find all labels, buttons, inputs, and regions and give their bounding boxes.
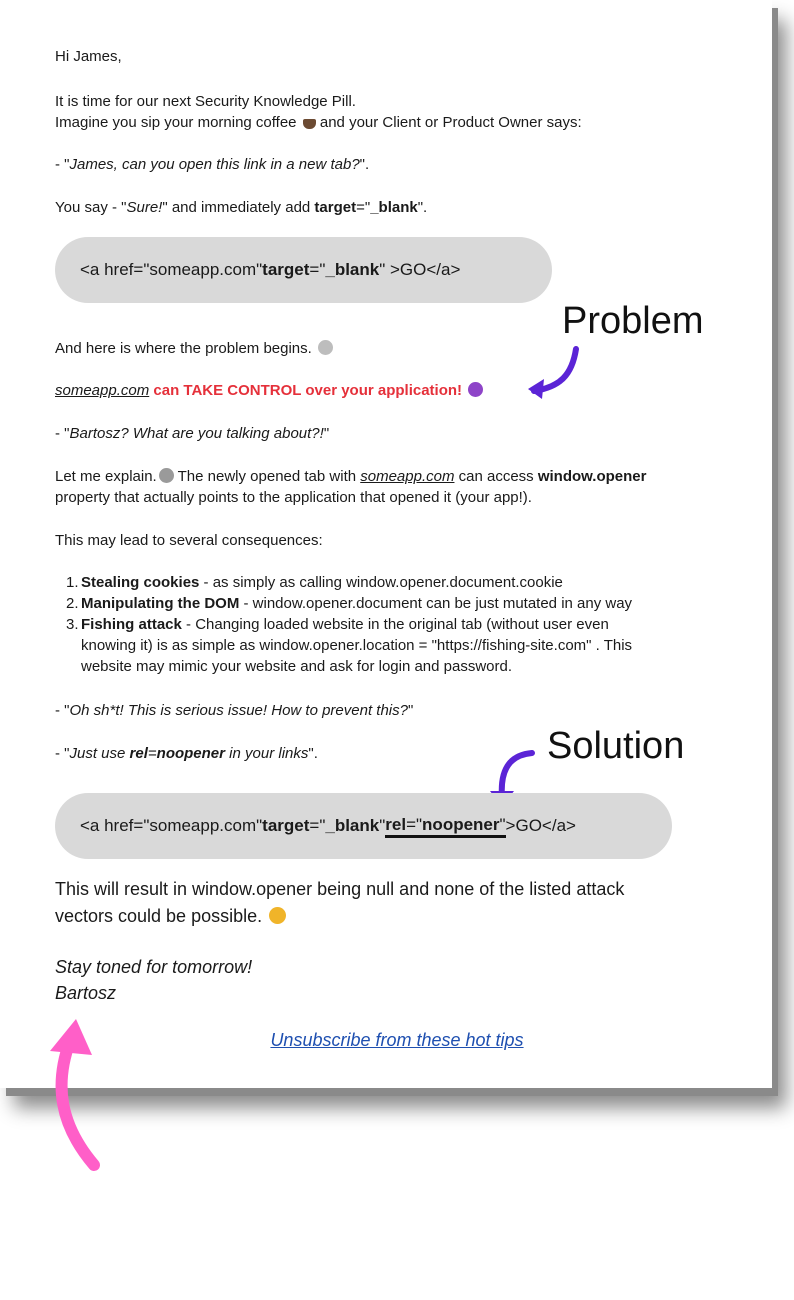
signature: Bartosz	[55, 983, 117, 1003]
rel-noopener-highlight: rel="noopener"	[385, 815, 505, 838]
result-line-1: This will result in window.opener being null and none of the listed attack	[55, 879, 625, 899]
explain-line-1: Let me explain. The newly opened tab with someapp.com can access window.opener	[55, 468, 647, 485]
list-item: Fishing attack - Changing loaded website in the original tab (without user even	[81, 616, 609, 633]
someapp-link-2[interactable]: someapp.com	[360, 468, 455, 485]
quote-oh: - "Oh sh*t! This is serious issue! How to prevent this?"	[55, 702, 414, 719]
list-item: Manipulating the DOM - window.opener.document can be just mutated in any way	[81, 595, 633, 612]
code-snippet-vulnerable: <a href="someapp.com" target =" _blank " >GO</a>	[55, 237, 552, 303]
quote-solution: - "Just use rel=noopener in your links".	[55, 745, 318, 762]
alien-icon	[159, 468, 174, 483]
problem-line: And here is where the problem begins.	[55, 338, 333, 359]
unsubscribe-link[interactable]: Unsubscribe from these hot tips	[270, 1030, 524, 1050]
greeting: Hi James,	[55, 48, 122, 65]
list-item: Stealing cookies - as simply as calling window.opener.document.cookie	[81, 574, 563, 591]
take-control-line: someapp.com can TAKE CONTROL over your application!	[55, 380, 483, 401]
solution-annotation: Solution	[547, 725, 685, 767]
you-say-line: You say - "Sure!" and immediately add target="_blank".	[55, 199, 428, 216]
devil-icon	[468, 382, 483, 397]
list-number: 1.	[66, 574, 79, 591]
skull-icon	[318, 340, 333, 355]
problem-annotation: Problem	[562, 300, 704, 342]
list-item-continued: website may mimic your website and ask for login and password.	[81, 658, 513, 675]
clapping-hands-icon	[269, 907, 286, 924]
someapp-link[interactable]: someapp.com	[55, 382, 150, 399]
quote-bartosz: - "Bartosz? What are you talking about?!"	[55, 425, 330, 442]
list-item-continued: knowing it) is as simple as window.opener.location = "https://fishing-site.com" . This	[81, 637, 633, 654]
intro-line-1: It is time for our next Security Knowledge Pill.	[55, 93, 356, 110]
problem-arrow-icon	[520, 345, 590, 407]
signoff: Stay toned for tomorrow!	[55, 957, 253, 977]
code-snippet-safe: <a href="someapp.com" target =" _blank " rel="noopener" >GO</a>	[55, 793, 672, 859]
intro-line-2: Imagine you sip your morning coffee and your Client or Product Owner says:	[55, 114, 582, 131]
result-line-2: vectors could be possible.	[55, 903, 286, 930]
list-number: 3.	[66, 616, 79, 633]
coffee-icon	[303, 119, 316, 129]
quote-client: - "James, can you open this link in a new tab?".	[55, 156, 370, 173]
explain-line-2: property that actually points to the application that opened it (your app!).	[55, 489, 532, 506]
pink-arrow-icon	[40, 1015, 120, 1175]
list-number: 2.	[66, 595, 79, 612]
consequences-heading: This may lead to several consequences:	[55, 532, 323, 549]
